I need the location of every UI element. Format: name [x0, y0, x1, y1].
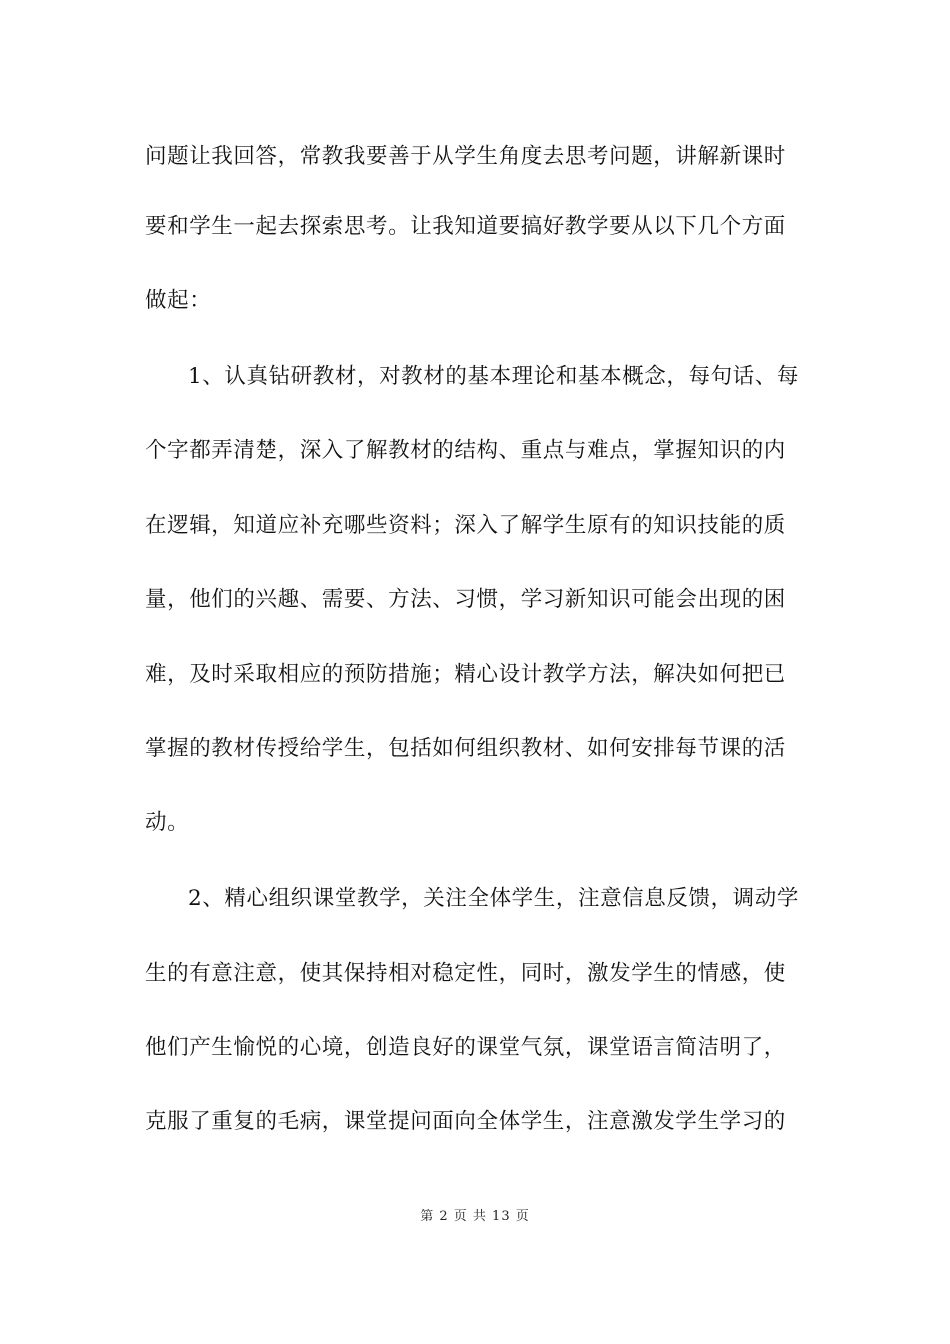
- paragraph-line: 2、精心组织课堂教学，关注全体学生，注意信息反馈，调动学: [188, 886, 799, 911]
- paragraph-line: 动。: [145, 810, 190, 835]
- paragraph-line: 要和学生一起去探索思考。让我知道要搞好教学要从以下几个方面: [145, 214, 786, 239]
- page-number-footer: 第 2 页 共 13 页: [420, 1209, 530, 1224]
- paragraph-line: 个字都弄清楚，深入了解教材的结构、重点与难点，掌握知识的内: [145, 438, 786, 463]
- paragraph-line: 难，及时采取相应的预防措施；精心设计教学方法，解决如何把已: [145, 662, 786, 687]
- paragraph-line: 生的有意注意，使其保持相对稳定性，同时，激发学生的情感，使: [145, 961, 786, 986]
- paragraph-line: 他们产生愉悦的心境，创造良好的课堂气氛，课堂语言简洁明了，: [145, 1035, 786, 1060]
- paragraph-line: 在逻辑，知道应补充哪些资料；深入了解学生原有的知识技能的质: [145, 513, 786, 538]
- paragraph-line: 问题让我回答，常教我要善于从学生角度去思考问题，讲解新课时: [145, 144, 786, 169]
- paragraph-line: 克服了重复的毛病，课堂提问面向全体学生，注意激发学生学习的: [145, 1109, 786, 1134]
- paragraph-line: 做起：: [145, 288, 212, 313]
- paragraph-line: 掌握的教材传授给学生，包括如何组织教材、如何安排每节课的活: [145, 736, 786, 761]
- paragraph-line: 量，他们的兴趣、需要、方法、习惯，学习新知识可能会出现的困: [145, 587, 786, 612]
- paragraph-line: 1、认真钻研教材，对教材的基本理论和基本概念，每句话、每: [188, 364, 799, 389]
